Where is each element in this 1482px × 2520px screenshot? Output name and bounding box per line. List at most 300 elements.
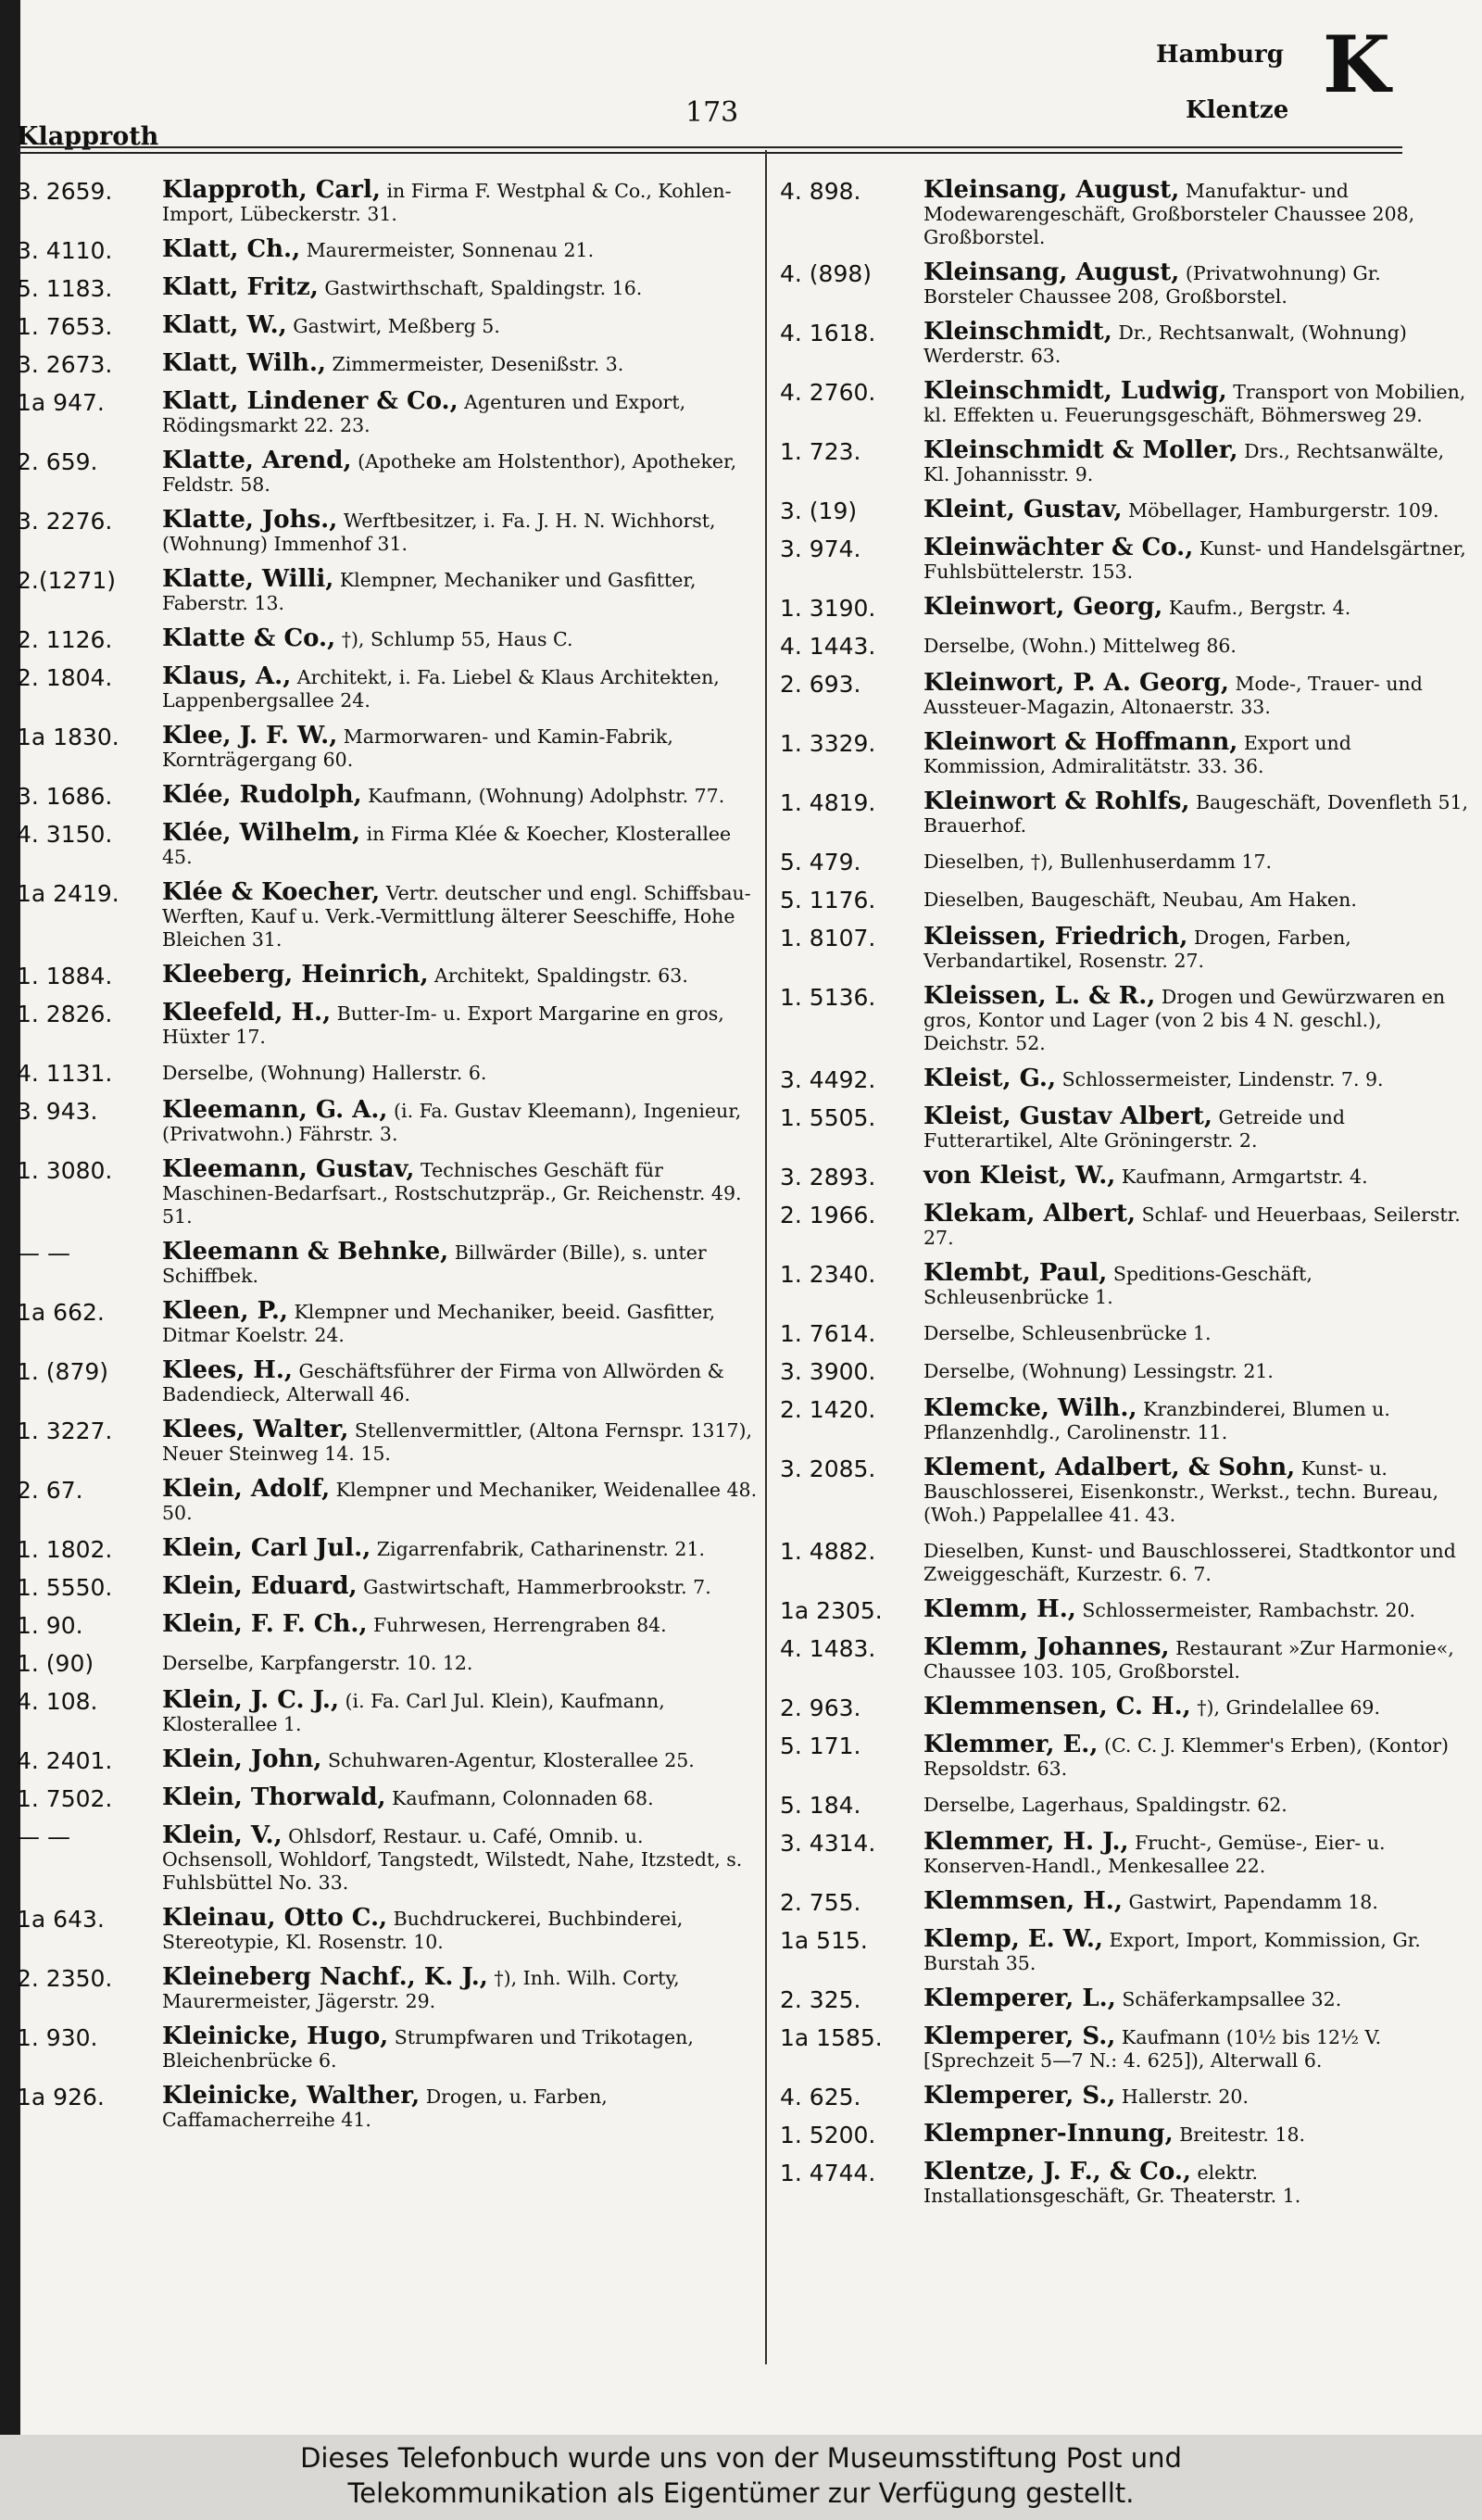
directory-entry: [17, 821, 758, 869]
entry-text: [923, 595, 1470, 620]
entry-text: [923, 1104, 1470, 1153]
phone-number: 3. 2673.: [17, 351, 113, 378]
entry-details: Vertr. deutscher und engl. Schiffsbau-Werften, Kauf u. Verk.-Vermittlung älterer Seeschiffe, Hohe Bleichen 31.: [162, 882, 751, 951]
directory-entry: [17, 963, 758, 989]
entry-details: Ohlsdorf, Restaur. u. Café, Omnib. u. Ochsensoll, Wohldorf, Tangstedt, Wilstedt, Nahe, Itzstedt, s. Fuhlsbüttel No. 33.: [162, 1825, 743, 1894]
entry-name: Klein, Adolf,: [162, 1475, 331, 1503]
phone-number: 1. 723.: [780, 438, 861, 465]
directory-entry: [17, 664, 758, 712]
directory-entry: [780, 498, 1470, 524]
phone-number: 1. 5200.: [780, 2122, 876, 2148]
phone-number: 3. (19): [780, 498, 858, 524]
directory-entry: [780, 1889, 1470, 1916]
entry-details: Drogen und Gewürzwaren en gros, Kontor und Lager (von 2 bis 4 N. geschl.), Deichstr. 52.: [923, 986, 1446, 1054]
directory-entry: [17, 1358, 758, 1406]
phone-number: 4. 1483.: [780, 1635, 876, 1662]
phone-number: 2.(1271): [17, 567, 116, 594]
entry-name: Kleissen, L. & R.,: [923, 982, 1156, 1010]
phone-number: 2. 1420.: [780, 1396, 876, 1423]
directory-entry: [17, 1418, 758, 1466]
entry-details: Fuhrwesen, Herrengraben 84.: [373, 1614, 667, 1636]
directory-entry: [17, 1098, 758, 1146]
phone-number: 5. 479.: [780, 849, 861, 876]
directory-entry: [780, 1927, 1470, 1975]
header-rule-thin: [17, 152, 1402, 154]
entry-name: Klee, J. F. W.,: [162, 722, 338, 750]
directory-entry: [780, 1695, 1470, 1721]
entry-name: von Kleist, W.,: [923, 1162, 1116, 1190]
entry-details: in Firma F. Westphal & Co., Kohlen-Import, Lübeckerstr. 31.: [162, 180, 732, 225]
entry-name: Klemperer, S.,: [923, 2022, 1116, 2050]
entry-text: [162, 1157, 758, 1228]
entry-details: Schäferkampsallee 32.: [1122, 1988, 1342, 2010]
entry-details: Kunst- u. Bauschlosserei, Eisenkonstr., Werkst., techn. Bureau, (Woh.) Pappelallee 41. 43.: [923, 1457, 1438, 1526]
phone-number: 1. 2826.: [17, 1001, 113, 1027]
entry-name: Klemcke, Wilh.,: [923, 1394, 1137, 1422]
directory-entry: [17, 567, 758, 615]
entry-name: Klemm, Johannes,: [923, 1633, 1170, 1661]
phone-number: 4. 625.: [780, 2084, 861, 2110]
entry-text: [162, 1060, 758, 1085]
entry-text: [162, 1965, 758, 2013]
entry-details: Kaufmann, Colonnaden 68.: [392, 1787, 654, 1809]
phone-number: 1a 1830.: [17, 724, 119, 750]
right-column: [780, 178, 1470, 2219]
entry-name: Klemp, E. W.,: [923, 1925, 1103, 1953]
entry-text: [923, 320, 1470, 368]
entry-text: [162, 1358, 758, 1406]
entry-name: Kleineberg Nachf., K. J.,: [162, 1963, 488, 1991]
directory-entry: [780, 1104, 1470, 1153]
entry-name: Klatt, Lindener & Co.,: [162, 387, 458, 415]
phone-number: 4. 108.: [17, 1688, 98, 1715]
directory-entry: [780, 633, 1470, 660]
entry-name: Klees, H.,: [162, 1356, 293, 1384]
phone-number: 4. (898): [780, 260, 873, 287]
entry-details: Derselbe, (Wohn.) Mittelweg 86.: [923, 635, 1237, 657]
entry-text: [923, 1164, 1470, 1189]
entry-text: [923, 633, 1470, 658]
entry-details: Kunst- und Handelsgärtner, Fuhlsbüttelerstr. 153.: [923, 537, 1466, 583]
entry-details: Restaurant »Zur Harmonie«, Chaussee 103. 105, Großborstel.: [923, 1637, 1454, 1682]
directory-entry: [780, 260, 1470, 309]
phone-number: 1. (90): [17, 1650, 94, 1677]
entry-text: [923, 536, 1470, 584]
directory-entry: [17, 1823, 758, 1895]
entry-details: †), Inh. Wilh. Corty, Maurermeister, Jägerstr. 29.: [162, 1967, 680, 2012]
entry-name: Klemmer, E.,: [923, 1731, 1099, 1758]
phone-number: 1. 3227.: [17, 1418, 113, 1444]
directory-entry: [780, 1066, 1470, 1093]
entry-details: (i. Fa. Gustav Kleemann), Ingenieur, (Privatwohn.) Fährstr. 3.: [162, 1100, 742, 1145]
entry-text: [162, 1823, 758, 1895]
phone-number: 1. (879): [17, 1358, 109, 1385]
entry-text: [923, 1986, 1470, 2011]
directory-entry: [780, 1597, 1470, 1624]
directory-entry: [17, 1060, 758, 1087]
directory-entry: [17, 389, 758, 437]
entry-text: [923, 2160, 1470, 2208]
entry-details: Manufaktur- und Modewarengeschäft, Großborsteler Chaussee 208, Großborstel.: [923, 180, 1415, 248]
directory-entry: [780, 849, 1470, 876]
directory-entry: [17, 351, 758, 378]
entry-name: Klemperer, S.,: [923, 2082, 1116, 2110]
phone-number: 4. 898.: [780, 178, 861, 205]
directory-entry: [17, 1240, 758, 1288]
entry-text: [162, 664, 758, 712]
entry-details: Hallerstr. 20.: [1121, 2085, 1249, 2108]
directory-entry: [17, 1906, 758, 1954]
directory-entry: [780, 379, 1470, 427]
entry-name: Klatte & Co.,: [162, 624, 336, 652]
entry-name: Klemperer, L.,: [923, 1984, 1116, 2012]
entry-name: Klees, Walter,: [162, 1416, 349, 1443]
phone-number: 2. 1966.: [780, 1202, 876, 1228]
directory-entry: [17, 1477, 758, 1525]
entry-details: (C. C. J. Klemmer's Erben), (Kontor) Repsoldstr. 63.: [923, 1734, 1450, 1780]
directory-entry: [17, 448, 758, 497]
entry-name: Klatt, Wilh.,: [162, 349, 326, 377]
phone-number: 2. 1126.: [17, 626, 113, 653]
directory-entry: [780, 2024, 1470, 2073]
entry-name: Klatt, Ch.,: [162, 235, 301, 263]
entry-text: [923, 1889, 1470, 1914]
entry-name: Klemmensen, C. H.,: [923, 1693, 1191, 1720]
entry-details: Frucht-, Gemüse-, Eier- u. Konserven-Handl., Menkesallee 22.: [923, 1832, 1386, 1877]
phone-number: 3. 4492.: [780, 1066, 876, 1093]
footer-notice: [0, 2435, 1482, 2520]
directory-entry: [780, 1164, 1470, 1191]
entry-details: Kaufm., Bergstr. 4.: [1168, 597, 1351, 619]
directory-entry: [780, 887, 1470, 914]
directory-entry: [780, 1320, 1470, 1347]
directory-entry: [17, 1747, 758, 1774]
phone-number: 3. 4110.: [17, 237, 113, 264]
entry-text: [923, 1538, 1470, 1586]
entry-name: Kleinsang, August,: [923, 176, 1180, 204]
directory-entry: [17, 1001, 758, 1049]
phone-number: 1. 4744.: [780, 2160, 876, 2186]
entry-name: Kleemann, Gustav,: [162, 1155, 415, 1183]
entry-details: in Firma Klée & Koecher, Klosterallee 45.: [162, 823, 732, 868]
entry-text: [162, 2084, 758, 2132]
directory-entry: [780, 1358, 1470, 1385]
entry-text: [923, 1792, 1470, 1817]
entry-details: Mode-, Trauer- und Aussteuer-Magazin, Altonaerstr. 33.: [923, 673, 1423, 718]
entry-details: Drogen, u. Farben, Caffamacherreihe 41.: [162, 2085, 608, 2131]
phone-number: 1a 947.: [17, 389, 105, 416]
entry-details: Kaufmann, Armgartstr. 4.: [1121, 1166, 1368, 1188]
entry-name: Kleen, P.,: [162, 1297, 288, 1325]
phone-number: 3. 943.: [17, 1098, 98, 1125]
header-letter: K: [1323, 19, 1391, 110]
entry-name: Klein, Eduard,: [162, 1572, 358, 1600]
entry-name: Klemm, H.,: [923, 1595, 1076, 1623]
entry-name: Klatt, W.,: [162, 311, 287, 339]
entry-details: Maurermeister, Sonnenau 21.: [306, 239, 595, 261]
phone-number: 1a 515.: [780, 1927, 868, 1954]
phone-number: 2. 963.: [780, 1695, 861, 1721]
directory-entry: [17, 178, 758, 226]
directory-entry: [17, 626, 758, 653]
directory-entry: [17, 724, 758, 772]
directory-entry: [17, 2024, 758, 2073]
entry-text: [923, 379, 1470, 427]
phone-number: 1. 930.: [17, 2024, 98, 2051]
phone-number: 2. 67.: [17, 1477, 83, 1504]
entry-name: Klatte, Willi,: [162, 565, 334, 593]
phone-number: 4. 1131.: [17, 1060, 113, 1087]
entry-details: Zigarrenfabrik, Catharinenstr. 21.: [376, 1538, 706, 1560]
entry-name: Kleeberg, Heinrich,: [162, 961, 429, 989]
entry-text: [162, 1240, 758, 1288]
entry-text: [162, 1536, 758, 1561]
phone-number: 1. 5505.: [780, 1104, 876, 1131]
entry-text: [923, 730, 1470, 778]
entry-details: elektr. Installationsgeschäft, Gr. Theaterstr. 1.: [923, 2161, 1301, 2207]
phone-number: — —: [17, 1240, 70, 1266]
phone-number: 5. 1176.: [780, 887, 876, 914]
phone-number: 2. 693.: [780, 671, 861, 698]
entry-text: [923, 1396, 1470, 1444]
entry-text: [923, 498, 1470, 523]
phone-number: 1. 3080.: [17, 1157, 113, 1184]
header-right-keyword: Klentze: [1186, 96, 1289, 124]
directory-entry: [780, 789, 1470, 838]
entry-text: [923, 1066, 1470, 1091]
entry-name: Klée, Rudolph,: [162, 781, 362, 809]
entry-details: Derselbe, (Wohnung) Hallerstr. 6.: [162, 1062, 487, 1084]
phone-number: 4. 1618.: [780, 320, 876, 346]
entry-text: [923, 849, 1470, 874]
footer-line-2: Telekommunikation als Eigentümer zur Verfügung gestellt.: [347, 2477, 1135, 2509]
directory-entry: [780, 730, 1470, 778]
entry-name: Klein, Carl Jul.,: [162, 1534, 371, 1562]
phone-number: 1. 7653.: [17, 313, 113, 340]
phone-number: 1a 926.: [17, 2084, 105, 2110]
phone-number: 3. 4314.: [780, 1830, 876, 1857]
entry-details: Getreide und Futterartikel, Alte Gröningerstr. 2.: [923, 1106, 1346, 1152]
entry-text: [162, 389, 758, 437]
entry-details: (Apotheke am Holstenthor), Apotheker, Feldstr. 58.: [162, 450, 737, 496]
entry-name: Klentze, J. F., & Co.,: [923, 2158, 1191, 2186]
entry-details: Schlaf- und Heuerbaas, Seilerstr. 27.: [923, 1203, 1461, 1249]
directory-entry: [780, 178, 1470, 249]
phone-number: 1. 1802.: [17, 1536, 113, 1563]
directory-entry: [17, 508, 758, 556]
entry-text: [923, 2084, 1470, 2109]
entry-details: Klempner und Mechaniker, beeid. Gasfitter, Ditmar Koelstr. 24.: [162, 1301, 716, 1346]
entry-name: Kleinschmidt & Moller,: [923, 436, 1238, 464]
directory-entry: [17, 880, 758, 951]
entry-details: Breitestr. 18.: [1179, 2123, 1306, 2146]
directory-entry: [17, 1965, 758, 2013]
entry-text: [923, 438, 1470, 486]
entry-text: [923, 1320, 1470, 1345]
phone-number: 2. 659.: [17, 448, 98, 475]
entry-text: [162, 724, 758, 772]
phone-number: 1a 2419.: [17, 880, 119, 907]
entry-details: Klempner, Mechaniker und Gasfitter, Faberstr. 13.: [162, 569, 697, 614]
header-rule: [17, 146, 1402, 148]
entry-name: Kleinschmidt, Ludwig,: [923, 377, 1227, 405]
entry-details: Gastwirt, Meßberg 5.: [293, 315, 500, 337]
entry-text: [162, 783, 758, 808]
entry-details: Architekt, Spaldingstr. 63.: [434, 964, 688, 987]
entry-details: Klempner und Mechaniker, Weidenallee 48. 50.: [162, 1479, 758, 1524]
entry-details: Transport von Mobilien, kl. Effekten u. Feuerungsgeschäft, Böhmersweg 29.: [923, 381, 1466, 426]
phone-number: 3. 2276.: [17, 508, 113, 535]
entry-text: [923, 2122, 1470, 2147]
directory-entry: [17, 275, 758, 302]
entry-text: [923, 671, 1470, 719]
entry-text: [162, 2024, 758, 2073]
entry-details: Gastwirt, Papendamm 18.: [1128, 1891, 1378, 1913]
entry-details: Stellenvermittler, (Altona Fernspr. 1317), Neuer Steinweg 14. 15.: [162, 1419, 753, 1465]
phone-number: 3. 2893.: [780, 1164, 876, 1191]
entry-details: †), Schlump 55, Haus C.: [341, 628, 573, 650]
phone-number: 3. 2085.: [780, 1455, 876, 1482]
entry-name: Kleissen, Friedrich,: [923, 923, 1188, 951]
entry-details: Gastwirtschaft, Hammerbrookstr. 7.: [363, 1576, 711, 1598]
phone-number: 1. 90.: [17, 1612, 83, 1639]
entry-text: [162, 1906, 758, 1954]
entry-details: Export, Import, Kommission, Gr. Burstah 35.: [923, 1929, 1421, 1974]
phone-number: 1a 2305.: [780, 1597, 883, 1624]
phone-number: 2. 325.: [780, 1986, 861, 2013]
phone-number: 5. 184.: [780, 1792, 861, 1819]
phone-number: 1. 5550.: [17, 1574, 113, 1601]
directory-entry: [17, 1785, 758, 1812]
entry-name: Klatt, Fritz,: [162, 273, 319, 301]
entry-text: [162, 178, 758, 226]
directory-entry: [17, 2084, 758, 2132]
entry-details: Export und Kommission, Admiralitätstr. 33. 36.: [923, 732, 1351, 777]
entry-name: Klemmer, H. J.,: [923, 1828, 1129, 1856]
phone-number: 4. 3150.: [17, 821, 113, 848]
entry-name: Klein, John,: [162, 1745, 322, 1773]
entry-text: [162, 1098, 758, 1146]
directory-entry: [780, 1830, 1470, 1878]
directory-entry: [780, 2160, 1470, 2208]
entry-name: Klapproth, Carl,: [162, 176, 381, 204]
entry-text: [162, 1650, 758, 1675]
phone-number: 2. 1804.: [17, 664, 113, 691]
phone-number: 1. 4819.: [780, 789, 876, 816]
entry-details: Dr., Rechtsanwalt, (Wohnung) Werderstr. 63.: [923, 321, 1407, 367]
entry-name: Klatte, Johs.,: [162, 506, 338, 534]
entry-text: [162, 275, 758, 300]
entry-details: Geschäftsführer der Firma von Allwörden & Badendieck, Alterwall 46.: [162, 1360, 724, 1405]
entry-name: Klée, Wilhelm,: [162, 819, 361, 847]
header-city: Hamburg: [1156, 41, 1284, 69]
directory-entry: [780, 536, 1470, 584]
directory-entry: [780, 595, 1470, 622]
entry-details: Marmorwaren- und Kamin-Fabrik, Kornträgergang 60.: [162, 725, 673, 771]
entry-name: Kleinwächter & Co.,: [923, 534, 1194, 561]
directory-entry: [17, 1574, 758, 1601]
directory-entry: [17, 1688, 758, 1736]
entry-details: Butter-Im- u. Export Margarine en gros, Hüxter 17.: [162, 1002, 724, 1048]
directory-entry: [780, 438, 1470, 486]
entry-text: [923, 178, 1470, 249]
directory-entry: [17, 783, 758, 810]
directory-entry: [780, 1455, 1470, 1527]
directory-entry: [780, 2122, 1470, 2148]
entry-text: [923, 1635, 1470, 1683]
column-divider: [765, 150, 767, 2364]
entry-text: [923, 925, 1470, 973]
entry-details: †), Grindelallee 69.: [1197, 1696, 1380, 1719]
phone-number: 2. 2350.: [17, 1965, 113, 1992]
entry-text: [162, 448, 758, 497]
entry-text: [923, 1261, 1470, 1309]
phone-number: 1a 643.: [17, 1906, 105, 1933]
entry-text: [162, 1574, 758, 1599]
entry-text: [923, 1358, 1470, 1383]
directory-entry: [17, 1157, 758, 1228]
entry-name: Kleinwort & Hoffmann,: [923, 728, 1238, 756]
phone-number: 4. 2401.: [17, 1747, 113, 1774]
phone-number: — —: [17, 1823, 70, 1850]
phone-number: 3. 2659.: [17, 178, 113, 205]
entry-name: Kleemann, G. A.,: [162, 1096, 388, 1124]
entry-details: Dieselben, Kunst- und Bauschlosserei, Stadtkontor und Zweiggeschäft, Kurzestr. 6. 7.: [923, 1540, 1456, 1585]
entry-name: Klatte, Arend,: [162, 447, 352, 474]
entry-name: Klein, F. F. Ch.,: [162, 1610, 368, 1638]
left-column: [17, 178, 758, 2143]
entry-text: [162, 1299, 758, 1347]
entry-text: [162, 508, 758, 556]
entry-name: Kleinwort, Georg,: [923, 593, 1163, 621]
entry-name: Kleinau, Otto C.,: [162, 1904, 388, 1932]
directory-entry: [17, 1299, 758, 1347]
entry-details: Architekt, i. Fa. Liebel & Klaus Architekten, Lappenbergsallee 24.: [162, 666, 720, 712]
directory-entry: [780, 1538, 1470, 1586]
entry-details: Zimmermeister, Desenißstr. 3.: [332, 353, 624, 375]
entry-text: [923, 1597, 1470, 1622]
entry-text: [923, 984, 1470, 1055]
phone-number: 2. 755.: [780, 1889, 861, 1916]
directory-entry: [17, 1650, 758, 1677]
entry-name: Klempner-Innung,: [923, 2120, 1174, 2148]
entry-details: Speditions-Geschäft, Schleusenbrücke 1.: [923, 1263, 1312, 1308]
directory-entry: [17, 313, 758, 340]
phone-number: 1. 2340.: [780, 1261, 876, 1288]
directory-entry: [17, 237, 758, 264]
entry-name: Kleinicke, Hugo,: [162, 2022, 389, 2050]
entry-name: Kleemann & Behnke,: [162, 1238, 449, 1266]
entry-details: Derselbe, Lagerhaus, Spaldingstr. 62.: [923, 1794, 1287, 1816]
entry-text: [923, 1732, 1470, 1781]
entry-text: [162, 1418, 758, 1466]
entry-details: Gastwirthschaft, Spaldingstr. 16.: [324, 277, 643, 299]
phone-number: 1. 3329.: [780, 730, 876, 757]
entry-text: [162, 1688, 758, 1736]
entry-text: [923, 1455, 1470, 1527]
directory-entry: [780, 2084, 1470, 2110]
entry-text: [923, 1202, 1470, 1250]
entry-details: Drogen, Farben, Verbandartikel, Rosenstr. 27.: [923, 926, 1351, 972]
entry-text: [162, 567, 758, 615]
entry-name: Kleinsang, August,: [923, 258, 1180, 286]
phone-number: 1. 7502.: [17, 1785, 113, 1812]
directory-entry: [780, 1396, 1470, 1444]
entry-name: Kleinwort, P. A. Georg,: [923, 669, 1229, 697]
entry-details: Kaufmann (10½ bis 12½ V. [Sprechzeit 5—7 N.: 4. 625]), Alterwall 6.: [923, 2026, 1382, 2072]
entry-text: [923, 1830, 1470, 1878]
phone-number: 1a 1585.: [780, 2024, 883, 2051]
